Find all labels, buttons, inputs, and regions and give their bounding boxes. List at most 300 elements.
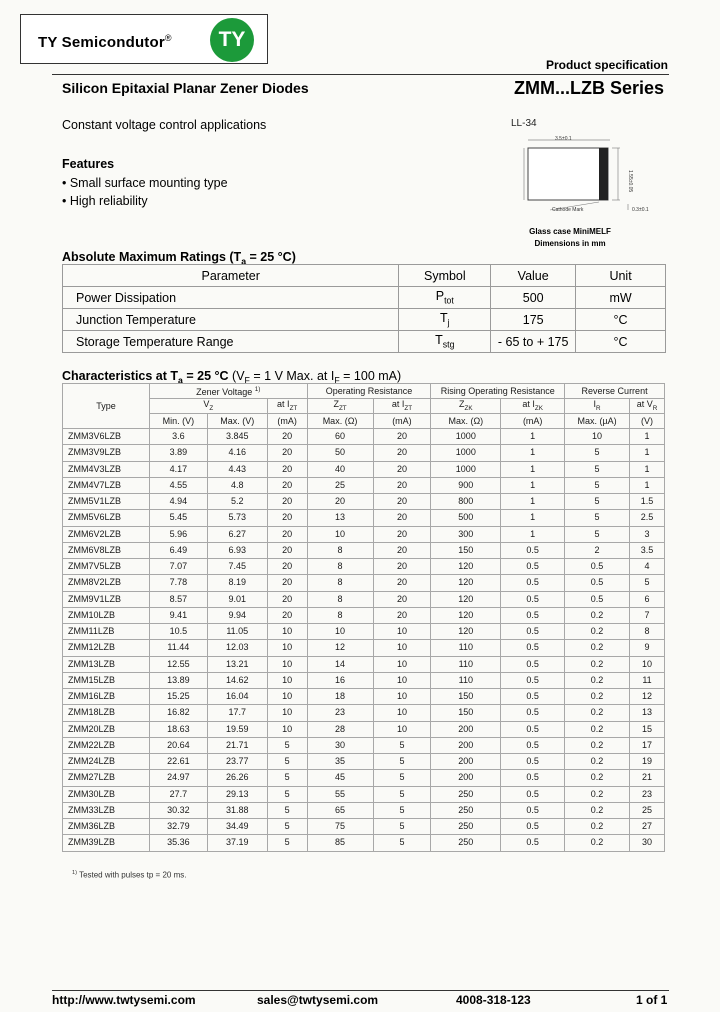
table-row [63, 786, 665, 802]
value-cell: 8 [307, 542, 373, 558]
application-text: Constant voltage control applications [62, 118, 267, 132]
value-cell: 5.73 [207, 510, 267, 526]
unit-header: Min. (V) [149, 414, 207, 429]
value-cell: 10.5 [149, 624, 207, 640]
table-row [63, 819, 665, 835]
symbol-cell: $P_{tot}$ [399, 287, 491, 309]
value-cell: 23 [629, 786, 664, 802]
value-cell: 19 [629, 754, 664, 770]
type-cell: ZMM4V7LZB [63, 477, 150, 493]
value-cell: 0.2 [565, 624, 630, 640]
value-cell: 24.97 [149, 770, 207, 786]
type-cell: ZMM10LZB [63, 607, 150, 623]
value-cell: 20 [373, 591, 431, 607]
value-cell: 5 [373, 754, 431, 770]
table-row [63, 494, 665, 510]
value-cell: 5.96 [149, 526, 207, 542]
value-cell: 3.89 [149, 445, 207, 461]
value-cell: 1 [629, 429, 664, 445]
value-cell: 11 [629, 672, 664, 688]
unit-cell: °C [576, 331, 666, 353]
value-cell: 5 [267, 754, 307, 770]
value-cell: 0.5 [501, 737, 565, 753]
value-cell: 55 [307, 786, 373, 802]
value-cell: 16 [307, 672, 373, 688]
table-row [63, 721, 665, 737]
value-cell: 37.19 [207, 835, 267, 851]
value-cell: 5 [267, 770, 307, 786]
value-cell: 5.2 [207, 494, 267, 510]
value-cell: 10 [373, 656, 431, 672]
value-cell: 20 [373, 477, 431, 493]
table-row [63, 640, 665, 656]
document-title: Silicon Epitaxial Planar Zener Diodes [62, 80, 309, 96]
footnote: $^{1)}$ Tested with pulses tp = 20 ms. [72, 870, 187, 880]
value-cell: 4.94 [149, 494, 207, 510]
value-cell: 0.2 [565, 754, 630, 770]
value-cell: 5 [373, 770, 431, 786]
value-cell: 13 [629, 705, 664, 721]
value-cell: 4.8 [207, 477, 267, 493]
table-row [63, 477, 665, 493]
feature-item: • Small surface mounting type [62, 176, 228, 190]
value-cell: 20 [373, 429, 431, 445]
value-cell: 1 [629, 477, 664, 493]
value-cell: 0.5 [501, 672, 565, 688]
value-cell: 120 [431, 591, 501, 607]
value-cell: 20 [373, 526, 431, 542]
value-cell: 1 [629, 445, 664, 461]
cathode-band [599, 148, 608, 200]
at-izt-header: at $I_{ZT}$ [373, 399, 431, 414]
reverse-current-header: Reverse Current [565, 384, 665, 399]
footer-email-link[interactable]: sales@twtysemi.com [257, 993, 379, 1007]
table-row [63, 656, 665, 672]
value-cell: 0.2 [565, 770, 630, 786]
dimension-diameter: 1.55±0.05 [627, 170, 633, 193]
value-cell: 5 [267, 802, 307, 818]
cathode-mark-label: Cathode Mark [552, 207, 584, 213]
value-cell: 0.2 [565, 672, 630, 688]
value-cell: - 65 to + 175 [491, 331, 576, 353]
value-cell: 20 [267, 429, 307, 445]
features-heading: Features [62, 157, 115, 171]
value-cell: 1 [501, 461, 565, 477]
table-header-row [63, 265, 666, 287]
value-cell: 50 [307, 445, 373, 461]
characteristics-table [62, 383, 665, 852]
value-cell: 20 [267, 461, 307, 477]
value-cell: 34.49 [207, 819, 267, 835]
unit-header: (mA) [373, 414, 431, 429]
table-row [63, 770, 665, 786]
value-cell: 0.5 [501, 542, 565, 558]
value-cell: 0.2 [565, 705, 630, 721]
dimension-band: 0.3±0.1 [632, 207, 649, 213]
value-cell: 20 [267, 494, 307, 510]
value-cell: 35 [307, 754, 373, 770]
unit-cell: mW [576, 287, 666, 309]
table-row [63, 835, 665, 851]
table-row [63, 672, 665, 688]
value-cell: 0.5 [501, 656, 565, 672]
value-cell: 1000 [431, 461, 501, 477]
value-cell: 250 [431, 786, 501, 802]
value-cell: 120 [431, 559, 501, 575]
dimension-length: 3.5±0.1 [555, 136, 572, 142]
value-cell: 11.05 [207, 624, 267, 640]
value-cell: 200 [431, 754, 501, 770]
value-cell: 10 [267, 624, 307, 640]
type-cell: ZMM6V2LZB [63, 526, 150, 542]
value-cell: 13.21 [207, 656, 267, 672]
value-cell: 85 [307, 835, 373, 851]
package-body [528, 148, 608, 200]
value-cell: 0.2 [565, 819, 630, 835]
value-cell: 0.2 [565, 689, 630, 705]
table-row [63, 591, 665, 607]
value-cell: 5 [565, 445, 630, 461]
value-cell: 7.78 [149, 575, 207, 591]
value-cell: 2.5 [629, 510, 664, 526]
value-cell: 60 [307, 429, 373, 445]
column-header: Parameter [63, 265, 399, 287]
column-header: Unit [576, 265, 666, 287]
param-cell: Storage Temperature Range [63, 331, 399, 353]
value-cell: 10 [373, 672, 431, 688]
footer-divider [52, 990, 669, 991]
package-caption: Glass case MiniMELF Dimensions in mm [529, 227, 611, 248]
value-cell: 1 [501, 477, 565, 493]
column-header: Symbol [399, 265, 491, 287]
value-cell: 10 [373, 705, 431, 721]
table-row [63, 705, 665, 721]
value-cell: 35.36 [149, 835, 207, 851]
type-cell: ZMM22LZB [63, 737, 150, 753]
value-cell: 1.5 [629, 494, 664, 510]
header-divider [52, 74, 669, 75]
value-cell: 20 [373, 607, 431, 623]
table-row [63, 429, 665, 445]
value-cell: 1 [501, 494, 565, 510]
value-cell: 250 [431, 819, 501, 835]
value-cell: 22.61 [149, 754, 207, 770]
value-cell: 110 [431, 656, 501, 672]
value-cell: 20 [267, 542, 307, 558]
vz-header: $V_Z$ [149, 399, 267, 414]
zzt-header: $Z_{ZT}$ [307, 399, 373, 414]
footer-phone: 4008-318-123 [456, 993, 531, 1007]
value-cell: 20 [267, 591, 307, 607]
value-cell: 8 [629, 624, 664, 640]
value-cell: 27.7 [149, 786, 207, 802]
value-cell: 5 [267, 819, 307, 835]
at-vr-header: at $V_R$ [629, 399, 664, 414]
value-cell: 21.71 [207, 737, 267, 753]
type-cell: ZMM7V5LZB [63, 559, 150, 575]
type-cell: ZMM33LZB [63, 802, 150, 818]
value-cell: 1 [501, 510, 565, 526]
value-cell: 10 [267, 640, 307, 656]
value-cell: 5.45 [149, 510, 207, 526]
unit-cell: °C [576, 309, 666, 331]
type-cell: ZMM3V6LZB [63, 429, 150, 445]
value-cell: 900 [431, 477, 501, 493]
value-cell: 5 [629, 575, 664, 591]
company-name: TY Semicondutor® [38, 33, 172, 51]
value-cell: 5 [565, 526, 630, 542]
value-cell: 4.43 [207, 461, 267, 477]
value-cell: 16.82 [149, 705, 207, 721]
type-cell: ZMM16LZB [63, 689, 150, 705]
value-cell: 20 [267, 510, 307, 526]
value-cell: 5 [267, 835, 307, 851]
value-cell: 20.64 [149, 737, 207, 753]
value-cell: 110 [431, 640, 501, 656]
value-cell: 15.25 [149, 689, 207, 705]
value-cell: 4.16 [207, 445, 267, 461]
value-cell: 6.27 [207, 526, 267, 542]
zener-voltage-header: Zener Voltage $^{1)}$ [149, 384, 307, 399]
value-cell: 20 [267, 477, 307, 493]
value-cell: 10 [629, 656, 664, 672]
value-cell: 25 [629, 802, 664, 818]
type-cell: ZMM12LZB [63, 640, 150, 656]
value-cell: 11.44 [149, 640, 207, 656]
table-row [63, 607, 665, 623]
value-cell: 3.6 [149, 429, 207, 445]
value-cell: 0.2 [565, 737, 630, 753]
group-header-row [63, 384, 665, 399]
value-cell: 8 [307, 591, 373, 607]
value-cell: 65 [307, 802, 373, 818]
type-cell: ZMM24LZB [63, 754, 150, 770]
value-cell: 3.5 [629, 542, 664, 558]
value-cell: 0.5 [501, 721, 565, 737]
value-cell: 0.5 [501, 770, 565, 786]
value-cell: 18 [307, 689, 373, 705]
value-cell: 12 [307, 640, 373, 656]
unit-header: Max. (Ω) [431, 414, 501, 429]
value-cell: 20 [267, 526, 307, 542]
value-cell: 0.5 [501, 705, 565, 721]
unit-header: Max. (Ω) [307, 414, 373, 429]
value-cell: 8.19 [207, 575, 267, 591]
value-cell: 19.59 [207, 721, 267, 737]
value-cell: 29.13 [207, 786, 267, 802]
symbol-cell: $T_{stg}$ [399, 331, 491, 353]
abs-max-heading: Absolute Maximum Ratings ($T_a = 25$ °C) [62, 250, 296, 267]
value-cell: 9.94 [207, 607, 267, 623]
value-cell: 5 [267, 786, 307, 802]
param-cell: Power Dissipation [63, 287, 399, 309]
table-row [63, 287, 666, 309]
value-cell: 500 [431, 510, 501, 526]
value-cell: 200 [431, 721, 501, 737]
type-cell: ZMM15LZB [63, 672, 150, 688]
type-cell: ZMM4V3LZB [63, 461, 150, 477]
value-cell: 120 [431, 607, 501, 623]
value-cell: 10 [267, 672, 307, 688]
value-cell: 20 [267, 445, 307, 461]
value-cell: 0.2 [565, 607, 630, 623]
value-cell: 0.5 [501, 575, 565, 591]
value-cell: 120 [431, 575, 501, 591]
characteristics-body [63, 429, 665, 852]
value-cell: 0.5 [501, 624, 565, 640]
footer-website-link[interactable]: http://www.twtysemi.com [52, 993, 196, 1007]
value-cell: 0.5 [501, 835, 565, 851]
value-cell: 30.32 [149, 802, 207, 818]
value-cell: 20 [373, 445, 431, 461]
type-cell: ZMM9V1LZB [63, 591, 150, 607]
value-cell: 0.5 [501, 786, 565, 802]
value-cell: 5 [373, 786, 431, 802]
value-cell: 30 [307, 737, 373, 753]
value-cell: 6.49 [149, 542, 207, 558]
value-cell: 0.5 [501, 802, 565, 818]
series-title: ZMM...LZB Series [513, 78, 664, 98]
type-cell: ZMM39LZB [63, 835, 150, 851]
type-cell: ZMM13LZB [63, 656, 150, 672]
table-row [63, 802, 665, 818]
company-logo: TY [210, 18, 254, 62]
value-cell: 0.5 [565, 575, 630, 591]
unit-header: Max. (V) [207, 414, 267, 429]
value-cell: 0.5 [501, 559, 565, 575]
value-cell: 0.5 [501, 607, 565, 623]
value-cell: 10 [267, 705, 307, 721]
value-cell: 14.62 [207, 672, 267, 688]
table-row [63, 737, 665, 753]
unit-header: Max. (µA) [565, 414, 630, 429]
value-cell: 0.2 [565, 835, 630, 851]
operating-resistance-header: Operating Resistance [307, 384, 431, 399]
type-cell: ZMM3V9LZB [63, 445, 150, 461]
value-cell: 31.88 [207, 802, 267, 818]
value-cell: 10 [267, 721, 307, 737]
table-row [63, 754, 665, 770]
value-cell: 5 [565, 461, 630, 477]
unit-header: (mA) [501, 414, 565, 429]
value-cell: 25 [307, 477, 373, 493]
value-cell: 7.07 [149, 559, 207, 575]
table-row [63, 624, 665, 640]
value-cell: 10 [307, 526, 373, 542]
feature-item: • High reliability [62, 194, 148, 208]
value-cell: 6.93 [207, 542, 267, 558]
value-cell: 14 [307, 656, 373, 672]
value-cell: 0.2 [565, 721, 630, 737]
value-cell: 2 [565, 542, 630, 558]
value-cell: 300 [431, 526, 501, 542]
value-cell: 10 [267, 689, 307, 705]
value-cell: 32.79 [149, 819, 207, 835]
type-cell: ZMM11LZB [63, 624, 150, 640]
value-cell: 13 [307, 510, 373, 526]
type-cell: ZMM5V1LZB [63, 494, 150, 510]
spec-label: Product specification [545, 58, 668, 72]
value-cell: 110 [431, 672, 501, 688]
value-cell: 5 [565, 477, 630, 493]
table-row [63, 689, 665, 705]
sub-header-row [63, 399, 665, 414]
value-cell: 21 [629, 770, 664, 786]
zzk-header: $Z_{ZK}$ [431, 399, 501, 414]
value-cell: 120 [431, 624, 501, 640]
value-cell: 26.26 [207, 770, 267, 786]
value-cell: 5 [373, 819, 431, 835]
value-cell: 13.89 [149, 672, 207, 688]
unit-header-row [63, 414, 665, 429]
table-row [63, 461, 665, 477]
unit-header: (mA) [267, 414, 307, 429]
value-cell: 10 [373, 640, 431, 656]
value-cell: 20 [373, 559, 431, 575]
value-cell: 10 [307, 624, 373, 640]
value-cell: 20 [373, 461, 431, 477]
type-cell: ZMM27LZB [63, 770, 150, 786]
value-cell: 7 [629, 607, 664, 623]
value-cell: 45 [307, 770, 373, 786]
value-cell: 0.2 [565, 656, 630, 672]
value-cell: 150 [431, 689, 501, 705]
value-cell: 10 [565, 429, 630, 445]
value-cell: 150 [431, 542, 501, 558]
value-cell: 1 [501, 445, 565, 461]
type-cell: ZMM8V2LZB [63, 575, 150, 591]
value-cell: 5 [565, 494, 630, 510]
value-cell: 10 [373, 689, 431, 705]
value-cell: 10 [373, 624, 431, 640]
value-cell: 0.2 [565, 802, 630, 818]
value-cell: 20 [373, 575, 431, 591]
characteristics-heading: Characteristics at $T_a = 25$ °C ($V_F = 1$ V Max. at $I_F = 100$ mA) [62, 369, 402, 386]
value-cell: 5 [373, 835, 431, 851]
value-cell: 1000 [431, 429, 501, 445]
value-cell: 0.5 [501, 591, 565, 607]
ir-header: $I_R$ [565, 399, 630, 414]
type-cell: ZMM6V8LZB [63, 542, 150, 558]
value-cell: 3.845 [207, 429, 267, 445]
value-cell: 6 [629, 591, 664, 607]
value-cell: 5 [373, 802, 431, 818]
symbol-cell: $T_j$ [399, 309, 491, 331]
value-cell: 8 [307, 559, 373, 575]
type-cell: ZMM30LZB [63, 786, 150, 802]
value-cell: 40 [307, 461, 373, 477]
value-cell: 8 [307, 607, 373, 623]
package-name: LL-34 [511, 118, 537, 129]
value-cell: 20 [267, 559, 307, 575]
at-izt-header: at $I_{ZT}$ [267, 399, 307, 414]
table-row [63, 526, 665, 542]
value-cell: 8 [307, 575, 373, 591]
value-cell: 250 [431, 802, 501, 818]
table-row [63, 445, 665, 461]
value-cell: 17 [629, 737, 664, 753]
value-cell: 150 [431, 705, 501, 721]
value-cell: 1 [501, 526, 565, 542]
table-row [63, 575, 665, 591]
value-cell: 12.03 [207, 640, 267, 656]
value-cell: 15 [629, 721, 664, 737]
value-cell: 10 [373, 721, 431, 737]
value-cell: 1000 [431, 445, 501, 461]
value-cell: 0.2 [565, 640, 630, 656]
value-cell: 0.5 [501, 689, 565, 705]
value-cell: 175 [491, 309, 576, 331]
